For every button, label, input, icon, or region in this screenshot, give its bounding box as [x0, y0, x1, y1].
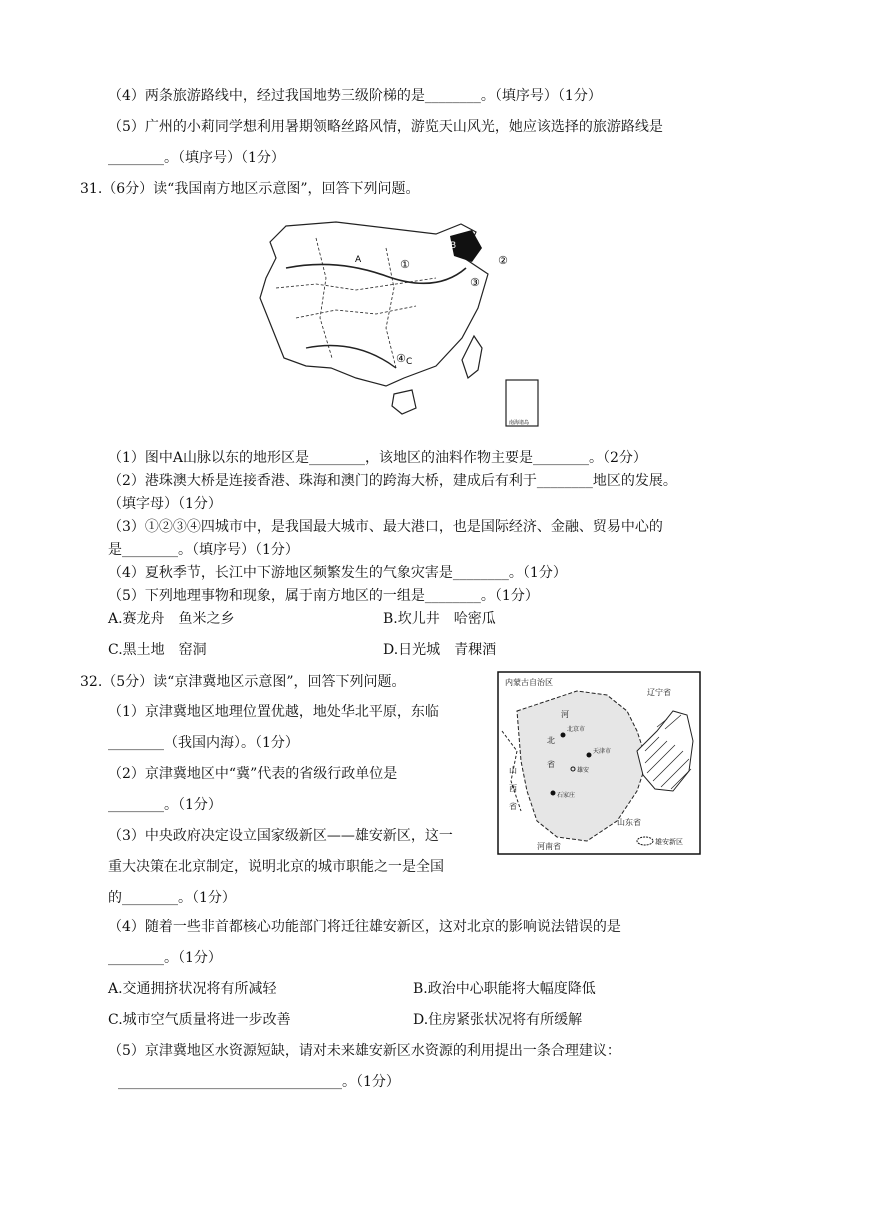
- q30-sub4: （4）两条旅游路线中，经过我国地势三级阶梯的是________。（填序号）（1分）: [108, 88, 602, 104]
- city-2-marker: ②: [498, 254, 508, 267]
- label-xiongan: 雄安: [577, 767, 590, 774]
- label-beijing: 北京市: [567, 726, 586, 733]
- q31-sub2-line2: （填字母）（1分）: [108, 496, 222, 512]
- q32-sub1-line1: （1）京津冀地区地理位置优越，地处华北平原，东临: [108, 704, 439, 720]
- q30-sub5-line2: ________。（填序号）（1分）: [108, 150, 285, 166]
- label-hebei-1: 河: [561, 710, 569, 719]
- city-1-marker: ①: [400, 258, 410, 271]
- label-shanxi-2: 西: [509, 784, 517, 793]
- legend-xiongan: 雄安新区: [655, 838, 683, 846]
- label-liaoning: 辽宁省: [647, 688, 671, 697]
- q32-sub2-line2: ________。（1分）: [108, 797, 222, 813]
- map-label-c: C: [406, 357, 413, 367]
- label-henan: 河南省: [537, 842, 561, 851]
- label-shanxi-1: 山: [509, 766, 517, 775]
- q31-sub1: （1）图中A山脉以东的地形区是________，该地区的油料作物主要是________。（2分）: [108, 450, 647, 466]
- q32-sub5-line2: ________________________________。（1分）: [118, 1074, 400, 1090]
- q32-title: 32.（5分）读“京津冀地区示意图”，回答下列问题。: [80, 674, 406, 690]
- q32-sub4-line1: （4）随着一些非首都核心功能部门将迁往雄安新区，这对北京的影响说法错误的是: [108, 919, 621, 935]
- label-shanxi-3: 省: [509, 802, 517, 811]
- label-hebei-2: 北: [547, 736, 555, 745]
- q31-sub3-line1: （3）①②③④四城市中，是我国最大城市、最大港口，也是国际经济、金融、贸易中心的: [108, 519, 663, 535]
- city-3-marker: ③: [470, 276, 480, 289]
- q31-option-c: C.黑土地 窑洞: [108, 642, 207, 658]
- q32-sub3-line2: 重大决策在北京制定，说明北京的城市职能之一是全国: [108, 859, 444, 875]
- map-label-b: B: [450, 241, 457, 251]
- q30-sub5-line1: （5）广州的小莉同学想利用暑期领略丝路风情，游览天山风光，她应该选择的旅游路线是: [108, 119, 663, 135]
- q32-sub3-line3: 的________。（1分）: [108, 890, 236, 906]
- q31-sub2-line1: （2）港珠澳大桥是连接香港、珠海和澳门的跨海大桥，建成后有利于________地区的发展。: [108, 473, 677, 489]
- q32-option-a: A.交通拥挤状况将有所减轻: [108, 981, 277, 997]
- label-shandong: 山东省: [617, 818, 641, 827]
- q31-sub5: （5）下列地理事物和现象，属于南方地区的一组是________。（1分）: [108, 588, 539, 604]
- label-shijiazhuang: 石家庄: [557, 792, 576, 799]
- q31-sub4: （4）夏秋季节，长江中下游地区频繁发生的气象灾害是________。（1分）: [108, 565, 567, 581]
- city-4-marker: ④: [396, 352, 406, 365]
- south-china-map: [236, 218, 558, 430]
- map-label-a: A: [355, 255, 362, 265]
- q31-option-a: A.赛龙舟 鱼米之乡: [108, 611, 235, 627]
- q31-option-b: B.坎儿井 哈密瓜: [383, 611, 496, 627]
- q31-title: 31.（6分）读“我国南方地区示意图”，回答下列问题。: [80, 181, 420, 197]
- q32-option-d: D.住房紧张状况将有所缓解: [413, 1012, 583, 1028]
- jingjinji-map: [497, 671, 701, 855]
- q32-option-b: B.政治中心职能将大幅度降低: [413, 981, 596, 997]
- label-inner-mongolia: 内蒙古自治区: [505, 678, 553, 687]
- q32-sub5-line1: （5）京津冀地区水资源短缺，请对未来雄安新区水资源的利用提出一条合理建议：: [108, 1043, 621, 1059]
- q32-option-c: C.城市空气质量将进一步改善: [108, 1012, 291, 1028]
- q32-sub1-line2: ________（我国内海）。（1分）: [108, 735, 299, 751]
- q31-sub3-line2: 是________。（填序号）（1分）: [108, 542, 299, 558]
- q32-sub2-line1: （2）京津冀地区中“冀”代表的省级行政单位是: [108, 766, 398, 782]
- label-hebei-3: 省: [547, 760, 555, 769]
- q31-option-d: D.日光城 青稞酒: [383, 642, 497, 658]
- q32-sub3-line1: （3）中央政府决定设立国家级新区——雄安新区，这一: [108, 828, 453, 844]
- q32-sub4-line2: ________。（1分）: [108, 950, 222, 966]
- inset-label: 南海诸岛: [509, 420, 530, 426]
- label-tianjin: 天津市: [593, 748, 612, 755]
